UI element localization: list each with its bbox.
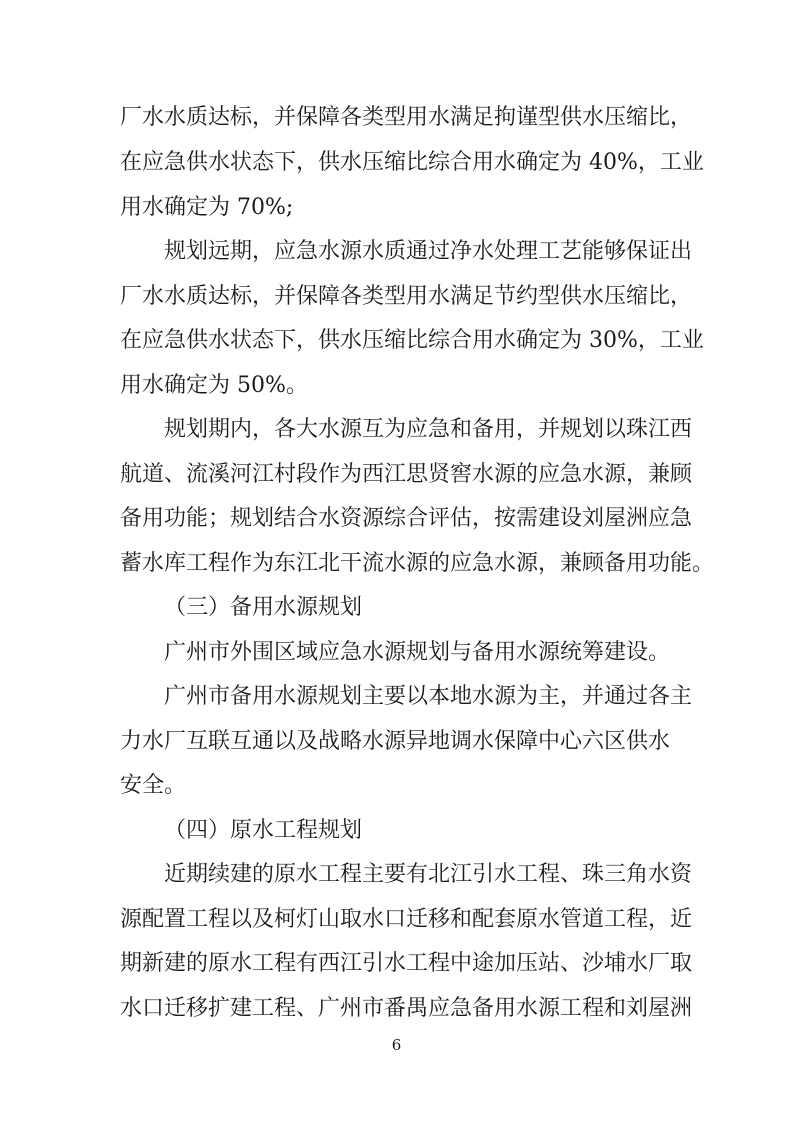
paragraph-start-line: [0, 855, 793, 895]
section-heading: [0, 588, 793, 628]
text-line: [0, 544, 793, 584]
line-text: 广州市备用水源规划主要以本地水源为主，并通过各主: [164, 684, 693, 709]
paragraph-start-line: [0, 633, 793, 673]
line-text: 规划远期，应急水源水质通过净水处理工艺能够保证出: [164, 239, 693, 264]
line-text: 源配置工程以及柯灯山取水口迁移和配套原水管道工程，近: [120, 907, 693, 932]
line-text: 期新建的原水工程有西江引水工程中途加压站、沙埔水厂取: [120, 951, 693, 976]
line-text: 用水确定为 50%。: [120, 373, 308, 398]
page-number: 6: [391, 1036, 402, 1054]
line-text: 用水确定为 70%;: [120, 195, 294, 220]
line-text: 备用功能；规划结合水资源综合评估，按需建设刘屋洲应急: [120, 506, 693, 531]
text-line: [0, 900, 793, 940]
line-text: 在应急供水状态下，供水压缩比综合用水确定为 40%，工业: [120, 150, 704, 175]
text-line: [0, 321, 793, 361]
text-line: [0, 766, 793, 806]
text-line: [0, 499, 793, 539]
heading-text: （四）原水工程规划: [164, 818, 363, 843]
section-heading: [0, 811, 793, 851]
text-line: [0, 722, 793, 762]
line-text: 蓄水库工程作为东江北干流水源的应急水源，兼顾备用功能。: [120, 551, 715, 576]
text-line: [0, 188, 793, 228]
line-text: 厂水水质达标，并保障各类型用水满足节约型供水压缩比，: [120, 284, 693, 309]
heading-text: （三）备用水源规划: [164, 595, 363, 620]
line-text: 广州市外围区域应急水源规划与备用水源统筹建设。: [164, 640, 671, 665]
text-line: [0, 944, 793, 984]
paragraph-start-line: [0, 232, 793, 272]
paragraph-start-line: [0, 410, 793, 450]
line-text: 在应急供水状态下，供水压缩比综合用水确定为 30%，工业: [120, 328, 704, 353]
text-line: [0, 366, 793, 406]
line-text: 近期续建的原水工程主要有北江引水工程、珠三角水资: [164, 862, 693, 887]
line-text: 力水厂互联互通以及战略水源异地调水保障中心六区供水: [120, 729, 671, 754]
text-line: [0, 143, 793, 183]
line-text: 厂水水质达标，并保障各类型用水满足拘谨型供水压缩比，: [120, 105, 693, 130]
line-text: 航道、流溪河江村段作为西江思贤窖水源的应急水源，兼顾: [120, 462, 693, 487]
line-text: 安全。: [120, 773, 187, 798]
text-line: [0, 455, 793, 495]
text-line: [0, 989, 793, 1029]
text-line: [0, 277, 793, 317]
text-line: [0, 98, 793, 138]
paragraph-start-line: [0, 677, 793, 717]
line-text: 规划期内，各大水源互为应急和备用，并规划以珠江西: [164, 417, 693, 442]
line-text: 水口迁移扩建工程、广州市番禺应急备用水源工程和刘屋洲: [120, 996, 693, 1021]
